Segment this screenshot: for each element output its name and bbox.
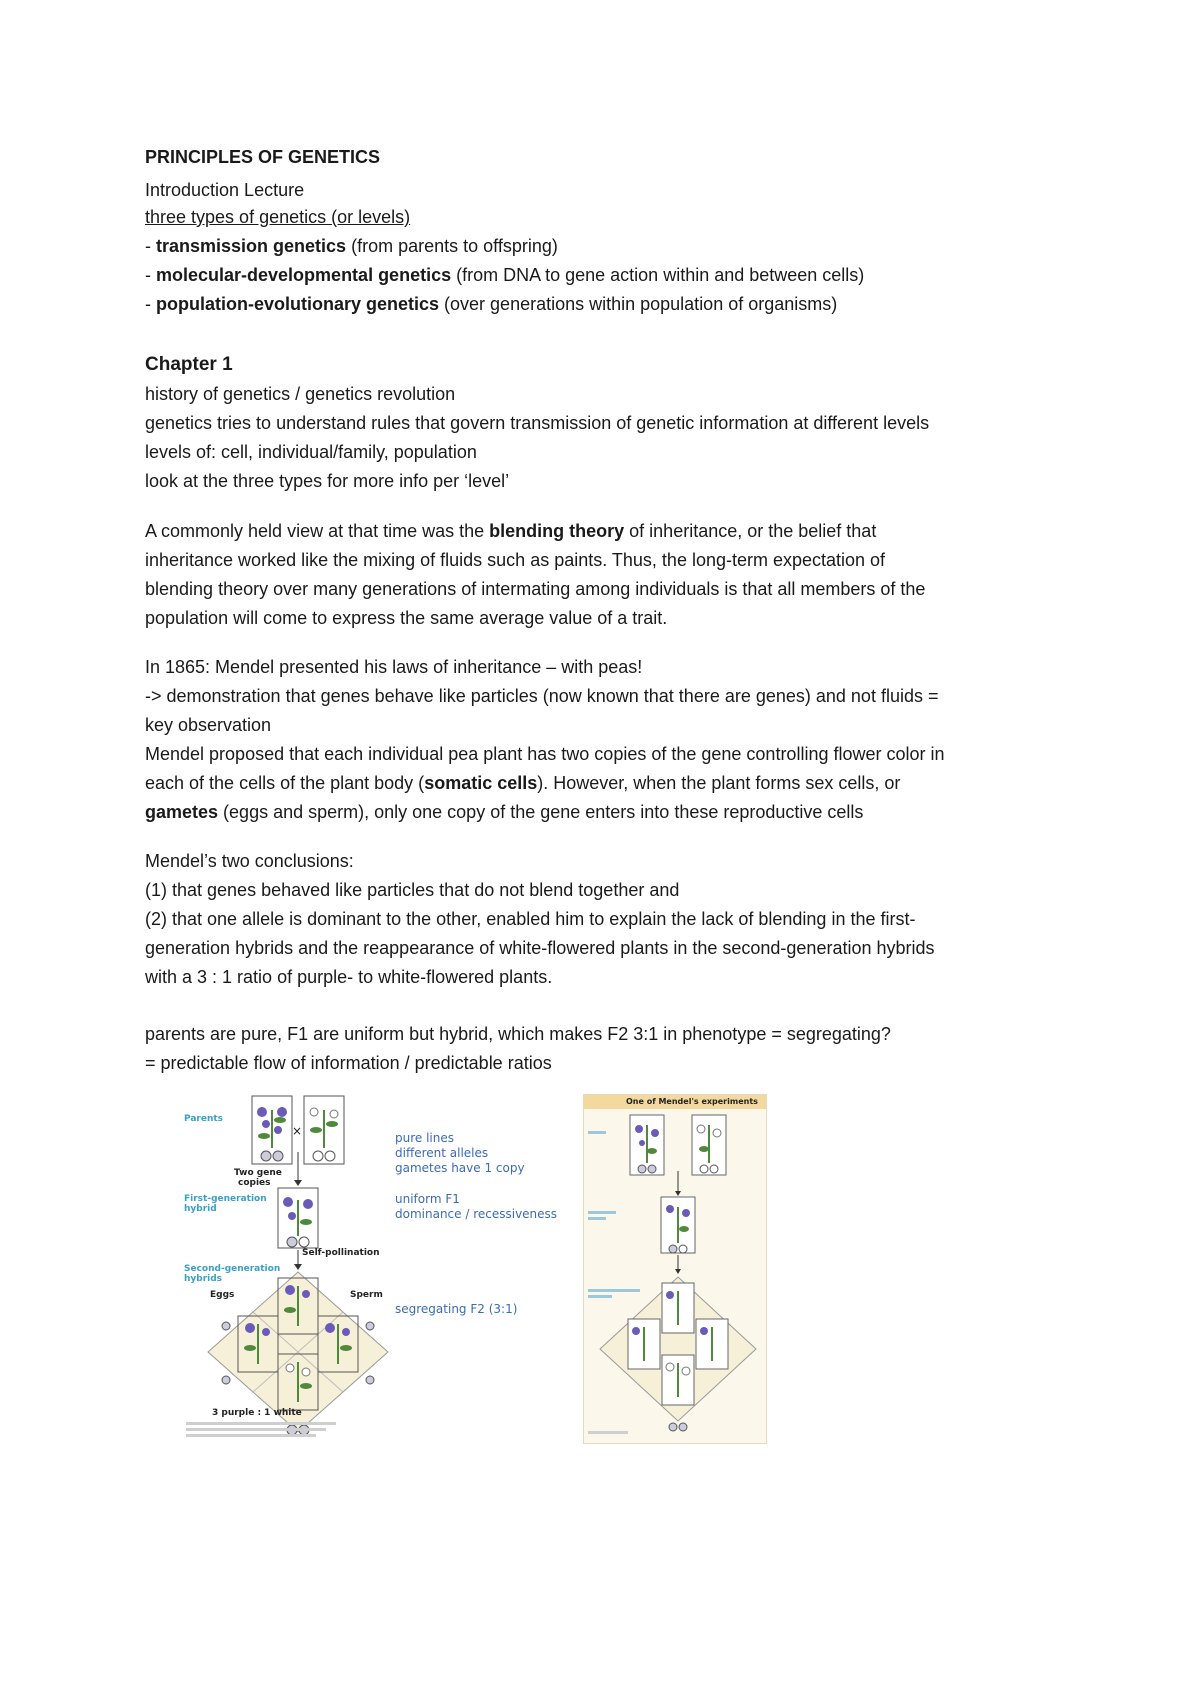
figure-note: segregating F2 (3:1)	[395, 1302, 518, 1316]
paragraph-line: genetics tries to understand rules that govern transmission of genetic information at different levels	[145, 413, 930, 433]
page-title: PRINCIPLES OF GENETICS	[145, 147, 381, 167]
mendel-figure-left	[184, 1090, 520, 1440]
mendel-experiment-diagram	[584, 1109, 766, 1443]
paragraph-line: generation hybrids and the reappearance of white-flowered plants in the second-generation hybrids	[145, 938, 935, 958]
chapter-heading: Chapter 1	[145, 354, 233, 375]
paragraph-line: Mendel’s two conclusions:	[145, 851, 354, 871]
first-generation-label: First-generation	[184, 1194, 267, 1204]
copies-label: copies	[238, 1178, 271, 1188]
figure-credit-line	[186, 1428, 326, 1431]
paragraph-line: In 1865: Mendel presented his laws of inheritance – with peas!	[145, 657, 643, 677]
figure-note: gametes have 1 copy	[395, 1161, 525, 1175]
paragraph-line: population will come to express the same average value of a trait.	[145, 608, 668, 628]
paragraph-line: (1) that genes behaved like particles that do not blend together and	[145, 880, 680, 900]
paragraph-line: = predictable flow of information / predictable ratios	[145, 1053, 552, 1073]
faded-label	[588, 1295, 612, 1298]
self-pollination-label: Self-pollination	[302, 1248, 380, 1258]
faded-label	[588, 1211, 616, 1214]
figure-credit-line	[186, 1434, 316, 1437]
hybrids-label: hybrids	[184, 1274, 223, 1284]
parents-label: Parents	[184, 1114, 224, 1124]
figure-note: uniform F1	[395, 1192, 460, 1206]
sperm-label: Sperm	[350, 1290, 383, 1300]
figure-note: different alleles	[395, 1146, 489, 1160]
list-item: - molecular-developmental genetics (from DNA to gene action within and between cells)	[145, 265, 865, 285]
paragraph-line: A commonly held view at that time was the blending theory of inheritance, or the belief that	[145, 521, 877, 541]
figure-credit-line	[186, 1422, 336, 1425]
paragraph-line: inheritance worked like the mixing of fluids such as paints. Thus, the long-term expectation of	[145, 550, 886, 570]
mendel-figure-right	[583, 1094, 767, 1444]
paragraph-line: (2) that one allele is dominant to the other, enabled him to explain the lack of blending in the first-	[145, 909, 916, 929]
faded-label	[588, 1217, 606, 1220]
figure-banner-text: One of Mendel's experiments	[626, 1097, 758, 1106]
faded-label	[588, 1289, 640, 1292]
faded-label	[588, 1131, 606, 1134]
paragraph-line: blending theory over many generations of intermating among individuals is that all members of the	[145, 579, 926, 599]
figure-note: dominance / recessiveness	[395, 1207, 558, 1221]
paragraph-line: look at the three types for more info per ‘level’	[145, 471, 510, 491]
ratio-label: 3 purple : 1 white	[212, 1408, 302, 1418]
list-item: - population-evolutionary genetics (over generations within population of organisms)	[145, 294, 838, 314]
paragraph-line: -> demonstration that genes behave like particles (now known that there are genes) and not fluids =	[145, 686, 939, 706]
paragraph-line: with a 3 : 1 ratio of purple- to white-flowered plants.	[145, 967, 553, 987]
paragraph-line: parents are pure, F1 are uniform but hybrid, which makes F2 3:1 in phenotype = segregating?	[145, 1024, 891, 1044]
paragraph-line: levels of: cell, individual/family, population	[145, 442, 477, 462]
paragraph-line: history of genetics / genetics revolution	[145, 384, 456, 404]
paragraph-line: key observation	[145, 715, 272, 735]
two-gene-label: Two gene	[234, 1168, 282, 1178]
eggs-label: Eggs	[210, 1290, 235, 1300]
second-generation-label: Second-generation	[184, 1264, 281, 1274]
intro-heading: Introduction Lecture	[145, 180, 305, 200]
intro-subheading: three types of genetics (or levels)	[145, 207, 411, 227]
hybrid-label: hybrid	[184, 1204, 217, 1214]
paragraph-line: gametes (eggs and sperm), only one copy of the gene enters into these reproductive cells	[145, 802, 864, 822]
faded-label	[588, 1431, 628, 1434]
figure-note: pure lines	[395, 1131, 454, 1145]
paragraph-line: Mendel proposed that each individual pea plant has two copies of the gene controlling flower color in	[145, 744, 945, 764]
paragraph-line: each of the cells of the plant body (somatic cells). However, when the plant forms sex cells, or	[145, 773, 901, 793]
cross-symbol: ×	[292, 1124, 303, 1138]
list-item: - transmission genetics (from parents to offspring)	[145, 236, 558, 256]
